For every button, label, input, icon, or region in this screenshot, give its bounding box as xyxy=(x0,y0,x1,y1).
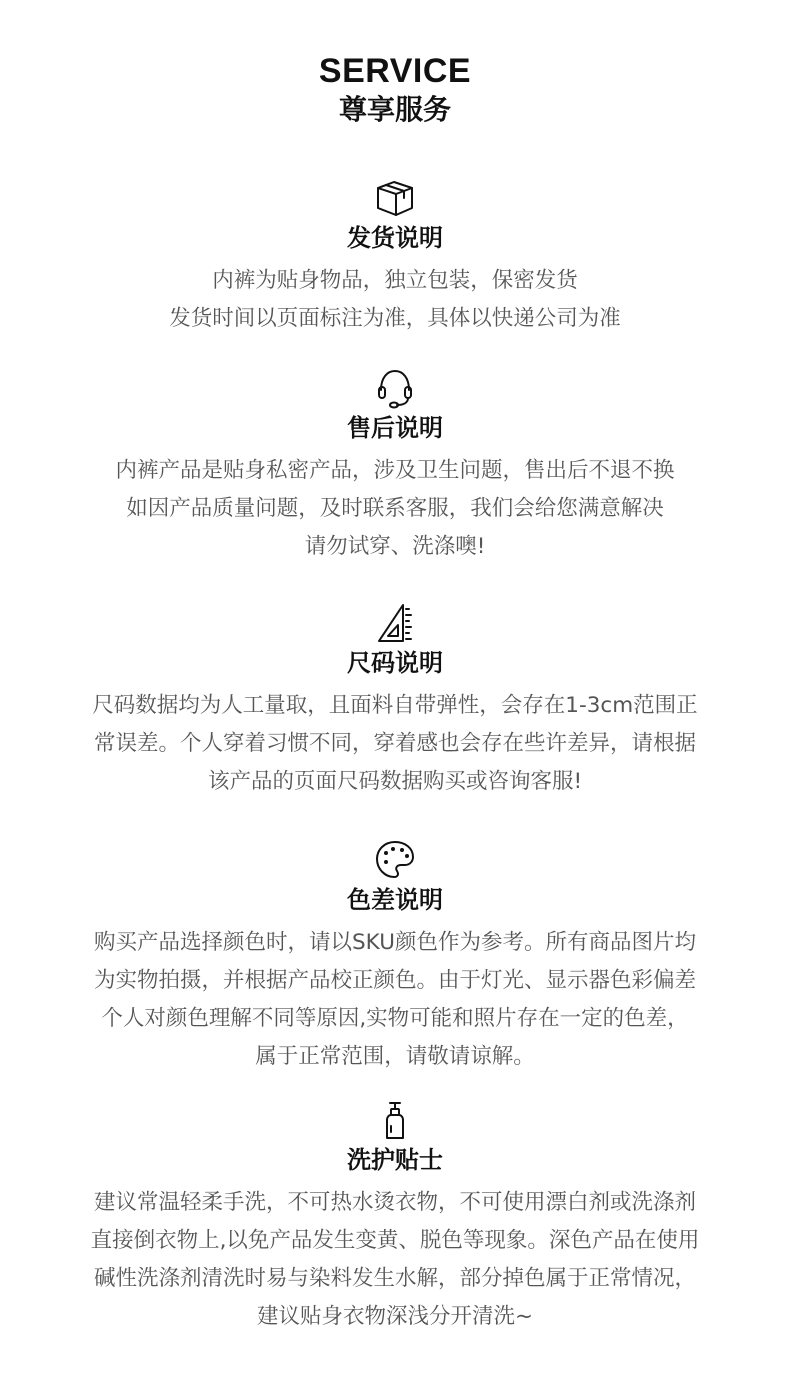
body-line: 该产品的页面尺码数据购买或咨询客服! xyxy=(207,769,583,794)
service-header xyxy=(0,50,790,128)
body-line: 购买产品选择颜色时，请以SKU颜色作为参考。所有商品图片均 xyxy=(94,930,696,955)
headset-icon xyxy=(373,366,417,410)
body-line: 内裤产品是贴身私密产品，涉及卫生问题，售出后不退不换 xyxy=(115,458,675,483)
soap-pump-bottle-icon xyxy=(373,1098,417,1142)
section-body xyxy=(0,687,790,801)
triangle-ruler-icon xyxy=(373,601,417,645)
section-body xyxy=(0,262,790,338)
body-line: 属于正常范围，请敬请谅解。 xyxy=(255,1044,535,1069)
body-line: 碱性洗涤剂清洗时易与染料发生水解，部分掉色属于正常情况， xyxy=(93,1266,696,1291)
section-size xyxy=(0,601,790,801)
body-line: 直接倒衣物上,以免产品发生变黄、脱色等现象。深色产品在使用 xyxy=(90,1228,700,1253)
body-line: 为实物拍摄，并根据产品校正颜色。由于灯光、显示器色彩偏差 xyxy=(93,968,696,993)
body-line: 如因产品质量问题，及时联系客服，我们会给您满意解决 xyxy=(126,496,664,521)
section-body xyxy=(0,924,790,1076)
body-line: 发货时间以页面标注为准，具体以快递公司为准 xyxy=(169,306,621,331)
package-box-icon xyxy=(373,176,417,220)
section-care-tips xyxy=(0,1098,790,1336)
section-title: 售后说明 xyxy=(347,414,443,442)
header-title-en: SERVICE xyxy=(318,52,472,90)
color-palette-icon xyxy=(373,838,417,882)
body-line: 内裤为贴身物品，独立包装，保密发货 xyxy=(212,268,578,293)
section-shipping xyxy=(0,176,790,338)
section-title: 洗护贴士 xyxy=(347,1146,443,1174)
body-line: 建议贴身衣物深浅分开清洗~ xyxy=(256,1304,534,1329)
body-line: 常误差。个人穿着习惯不同，穿着感也会存在些许差异，请根据 xyxy=(93,731,696,756)
section-title: 尺码说明 xyxy=(347,649,443,677)
header-title-cn: 尊享服务 xyxy=(338,93,451,126)
section-body xyxy=(0,452,790,566)
section-title: 色差说明 xyxy=(347,886,443,914)
section-body xyxy=(0,1184,790,1336)
section-title: 发货说明 xyxy=(347,224,443,252)
body-line: 尺码数据均为人工量取，且面料自带弹性，会存在1-3cm范围正 xyxy=(92,693,698,718)
section-after-sales xyxy=(0,366,790,566)
body-line: 建议常温轻柔手洗，不可热水烫衣物，不可使用漂白剂或洗涤剂 xyxy=(93,1190,696,1215)
body-line: 个人对颜色理解不同等原因,实物可能和照片存在一定的色差， xyxy=(101,1006,689,1031)
body-line: 请勿试穿、洗涤噢! xyxy=(304,534,486,559)
section-color-difference xyxy=(0,838,790,1076)
